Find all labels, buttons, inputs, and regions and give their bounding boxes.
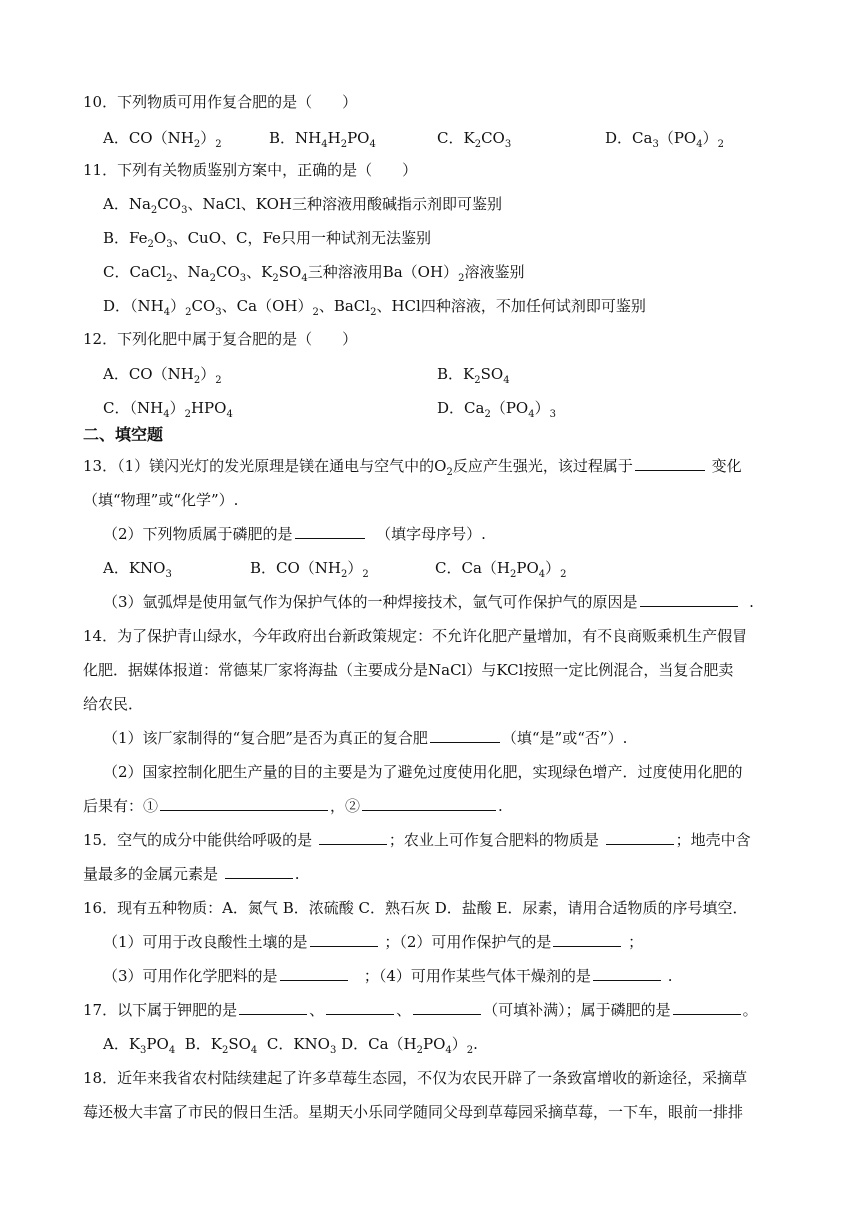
question-13-line-5: （3）氩弧焊是使用氩气作为保护气体的一种焊接技术，氩气可作保护气的原因是 . [103, 593, 754, 611]
question-18-line-2: 莓还极大丰富了市民的假日生活。星期天小乐同学随同父母到草莓园采摘草莓，一下车，眼前一排排 [83, 1103, 744, 1121]
question-13-option-b: B．$CO(NH_2)_2$ [250, 559, 369, 580]
question-13-line-2: （填“物理”或“化学”）. [83, 491, 239, 509]
question-10-option-b: B．$NH_4H_2PO_4$ [269, 129, 376, 150]
question-13-option-c: C．$Ca(H_2PO_4)_2$ [435, 559, 567, 580]
question-10-stem: 10．下列物质可用作复合肥的是（ ） [83, 93, 358, 111]
question-11-option-d: D．$(NH_4)_2CO_3$、$Ca(OH)_2$、BaCl$_2$、HCl四种溶液，不加任何试剂即可鉴别 [103, 297, 646, 318]
question-17-options: A．$K_3PO_4$ B．$K_2SO_4$ C．$KNO_3$ D．$Ca(H_2PO_4)_2$. [103, 1035, 478, 1056]
question-16-line-3: （3）可用作化学肥料的是 ；（4）可用作某些气体干燥剂的是 . [103, 967, 673, 985]
answer-blank[interactable] [326, 1000, 394, 1015]
question-14-line-5: （2）国家控制化肥生产量的目的主要是为了避免过度使用化肥，实现绿色增产．过度使用化肥的 [103, 763, 743, 781]
answer-blank[interactable] [635, 456, 705, 471]
question-12-option-a: A．$CO(NH_2)_2$ [103, 365, 222, 386]
question-10-option-a: A．$CO(NH_2)_2$ [103, 129, 222, 150]
section-heading-fill-blank: 二、填空题 [83, 425, 164, 444]
question-11-stem: 11．下列有关物质鉴别方案中，正确的是（ ） [83, 161, 418, 179]
question-12-option-d: D．$Ca_2(PO_4)_3$ [437, 399, 556, 420]
question-18-line-1: 18．近年来我省农村陆续建起了许多草莓生态园，不仅为农民开辟了一条致富增收的新途径，采摘草 [83, 1069, 748, 1087]
answer-blank[interactable] [239, 1000, 307, 1015]
question-16-line-2: （1）可用于改良酸性土壤的是 ；（2）可用作保护气的是 ； [103, 933, 644, 951]
answer-blank[interactable] [310, 932, 378, 947]
question-14-line-4: （1）该厂家制得的“复合肥”是否为真正的复合肥 （填“是”或“否”）. [103, 729, 628, 747]
question-10-option-c: C．$K_2CO_3$ [437, 129, 512, 150]
answer-blank[interactable] [593, 966, 661, 981]
answer-blank[interactable] [640, 592, 738, 607]
question-14-line-6: 后果有：① ，② . [83, 797, 503, 815]
answer-blank[interactable] [280, 966, 348, 981]
answer-blank[interactable] [295, 524, 365, 539]
question-11-option-c: C．CaCl$_2$、$Na_2CO_3$、$K_2SO_4$三种溶液用$Ba(OH)_2$溶液鉴别 [103, 263, 525, 284]
answer-blank[interactable] [160, 796, 328, 811]
question-12-option-c: C．$(NH_4)_2HPO_4$ [103, 399, 233, 420]
answer-blank[interactable] [606, 830, 674, 845]
question-12-stem: 12．下列化肥中属于复合肥的是（ ） [83, 330, 358, 348]
question-14-line-3: 给农民． [83, 695, 144, 713]
question-11-option-a: A．$Na_2CO_3$、NaCl、KOH三种溶液用酸碱指示剂即可鉴别 [103, 195, 502, 216]
question-16-line-1: 16．现有五种物质：A．氮气 B．浓硫酸 C．熟石灰 D．盐酸 E．尿素，请用合适物质的序号填空． [83, 899, 748, 917]
question-12-option-b: B．$K_2SO_4$ [437, 365, 510, 386]
question-17-line-1: 17．以下属于钾肥的是 、 、 （可填补满）；属于磷肥的是 。 [83, 1001, 758, 1019]
answer-blank[interactable] [319, 830, 387, 845]
answer-blank[interactable] [553, 932, 621, 947]
question-13-option-a: A．$KNO_3$ [103, 559, 172, 580]
answer-blank[interactable] [362, 796, 496, 811]
question-15-line-2: 量最多的金属元素是 . [83, 865, 300, 883]
answer-blank[interactable] [413, 1000, 481, 1015]
question-11-option-b: B．$Fe_2O_3$、CuO、C，Fe只用一种试剂无法鉴别 [103, 229, 431, 250]
question-15-line-1: 15．空气的成分中能供给呼吸的是 ；农业上可作复合肥料的物质是 ；地壳中含 [83, 831, 751, 849]
question-13-line-3: （2）下列物质属于磷肥的是 （填字母序号）. [103, 525, 486, 543]
answer-blank[interactable] [430, 728, 500, 743]
question-14-line-2: 化肥．据媒体报道：常德某厂家将海盐（主要成分是NaCl）与KCl按照一定比例混合，当复合肥卖 [83, 661, 734, 679]
question-13-line-1: 13．（1）镁闪光灯的发光原理是镁在通电与空气中的$O_2$反应产生强光，该过程属于 变化 [83, 457, 742, 478]
question-10-option-d: D．$Ca_3(PO_4)_2$ [605, 129, 724, 150]
answer-blank[interactable] [225, 864, 293, 879]
question-14-line-1: 14．为了保护青山绿水，今年政府出台新政策规定：不允许化肥产量增加，有不良商贩乘机生产假冒 [83, 627, 748, 645]
answer-blank[interactable] [673, 1000, 741, 1015]
